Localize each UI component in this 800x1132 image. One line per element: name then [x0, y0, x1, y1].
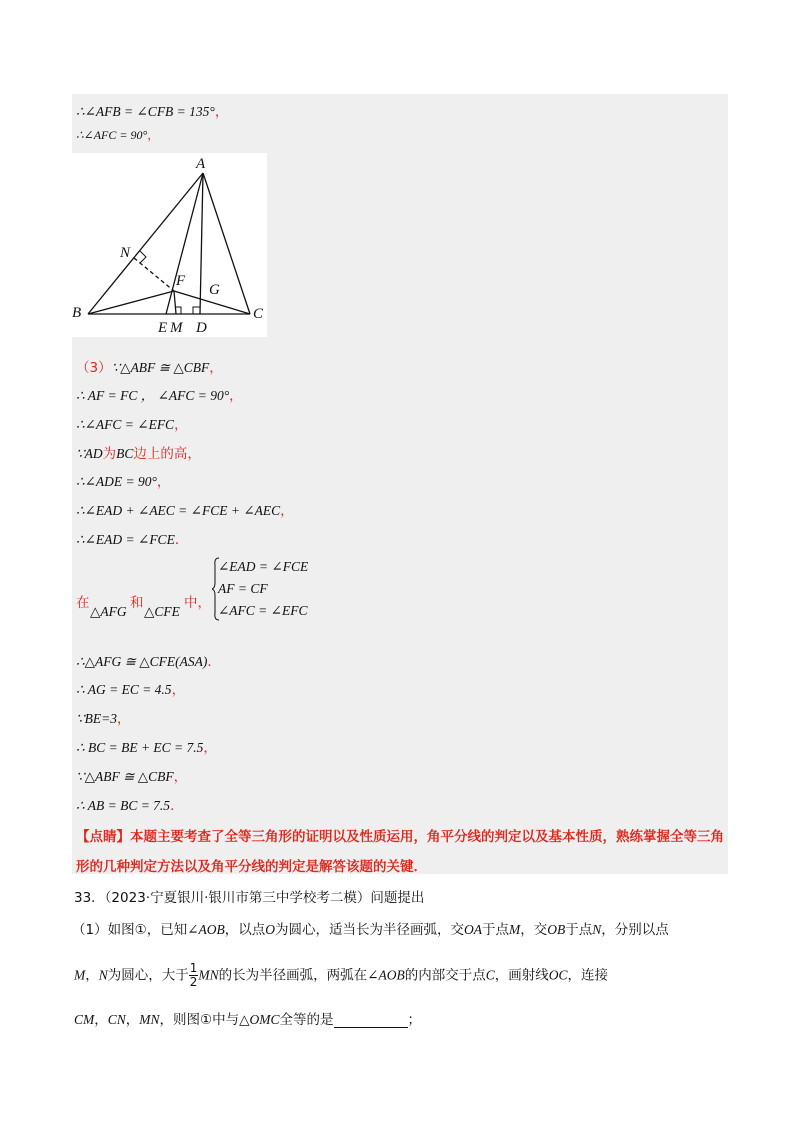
- frac-num: 1: [189, 961, 198, 975]
- text: ，则图①中与: [159, 1012, 240, 1028]
- solution-line: [76, 442, 201, 462]
- fraction: [189, 962, 199, 989]
- line-AD: [200, 173, 203, 314]
- text: 的长为半径画弧，两弧在: [218, 967, 368, 984]
- text: ；: [407, 1012, 422, 1028]
- line-BF: [88, 291, 174, 314]
- line-AE: [166, 173, 203, 314]
- system-tri2: △CFE: [144, 604, 180, 619]
- math-text: ∴ AB = BC = 7.5: [76, 798, 171, 813]
- problem-line: [74, 1008, 421, 1028]
- text: ，: [85, 967, 99, 984]
- problem-line: [74, 962, 608, 989]
- solution-line: [76, 528, 188, 548]
- answer-blank[interactable]: [334, 1013, 408, 1028]
- math-text: ∠AOB: [187, 922, 225, 937]
- solution-line: [76, 794, 184, 814]
- text: 为圆心，适当长为半径画弧，交: [275, 922, 465, 938]
- math-text: ∴∠EAD = ∠FCE: [76, 532, 175, 547]
- math-text: ∠AOB: [367, 967, 405, 983]
- label-N: N: [120, 245, 131, 261]
- math-text: ∴ AF = FC ， ∠AFC = 90°: [76, 388, 230, 403]
- math-text: O: [265, 922, 276, 937]
- label-E: E: [158, 320, 168, 336]
- label-M: M: [170, 320, 183, 336]
- text: ，分别以点: [601, 922, 669, 938]
- punct: ，: [156, 474, 171, 490]
- system-equations: [218, 559, 308, 625]
- math-text: ∴ AG = EC = 4.5: [76, 682, 172, 697]
- math-text: ∴∠AFB = ∠CFB = 135°: [76, 104, 215, 119]
- text: ，画射线: [494, 967, 549, 984]
- punct: ，: [229, 388, 243, 404]
- math-text: M: [509, 922, 521, 937]
- text: ，交: [520, 922, 548, 938]
- text: 于点: [482, 922, 510, 938]
- punct: ，: [280, 503, 294, 519]
- math-text: ∴∠AFC = ∠EFC: [76, 417, 175, 432]
- text: （1）如图①，已知: [72, 922, 188, 938]
- text: 于点: [565, 922, 593, 938]
- text: ，: [94, 1012, 108, 1028]
- math-text: OC: [548, 967, 568, 983]
- solution-line: [76, 678, 185, 698]
- punct: ，: [116, 711, 131, 727]
- problem-line: [72, 918, 669, 938]
- math-text: CM: [74, 1012, 95, 1027]
- math-text: ∴∠AFC = 90°: [76, 128, 148, 142]
- math-text: ∴△AFG ≅ △CFE(ASA): [76, 654, 208, 669]
- label-A: A: [196, 156, 206, 172]
- punct: ．: [174, 532, 189, 548]
- math-text: MN: [198, 967, 219, 983]
- problem-header: 33．（2023·宁夏银川·银川市第三中学校考二模）问题提出: [74, 890, 425, 906]
- system-eq: AF = CF: [218, 581, 268, 596]
- label-D: D: [196, 320, 207, 336]
- solution-line: [76, 413, 188, 433]
- math-text: ∵BE=3: [76, 711, 117, 726]
- math-text: MN: [139, 1012, 160, 1027]
- solution-line: [76, 470, 170, 490]
- solution-line: [76, 100, 228, 120]
- math-text: ∴∠EAD + ∠AEC = ∠FCE + ∠AEC: [76, 503, 281, 518]
- solution-line: [76, 736, 217, 756]
- frac-den: 2: [189, 975, 198, 989]
- solution-line: [76, 126, 159, 143]
- math-text: ∴∠ADE = 90°: [76, 474, 157, 489]
- right-angle-N: [140, 251, 146, 263]
- solution-line: [76, 356, 223, 376]
- math-text: OB: [547, 922, 566, 937]
- solution-line: [76, 650, 221, 670]
- math-text: N: [98, 967, 108, 983]
- punct: ，: [173, 769, 188, 785]
- punct: ．: [170, 798, 184, 814]
- system-tri1: △AFG: [90, 604, 127, 619]
- solution-line: [76, 384, 243, 404]
- text: 全等的是: [279, 1012, 334, 1028]
- math-text: N: [592, 922, 602, 937]
- text: ，以点: [224, 922, 266, 938]
- math-text: BC: [116, 446, 134, 461]
- math-text: ∵△ABF ≅ △CBF: [76, 769, 174, 784]
- math-text: ∴ BC = BE + EC = 7.5: [76, 740, 204, 755]
- system-in: 在: [76, 595, 90, 611]
- punct: ，: [203, 740, 217, 756]
- text: 的内部交于点: [404, 967, 486, 984]
- system-and: 和: [130, 595, 144, 611]
- punct: ，: [171, 682, 186, 698]
- math-text: C: [485, 967, 495, 983]
- solution-line: [76, 707, 130, 727]
- line-AB: [88, 173, 203, 314]
- label-G: G: [209, 282, 220, 298]
- system-eq: ∠AFC = ∠EFC: [218, 603, 308, 618]
- text: ，连接: [567, 967, 608, 984]
- punct: ，: [147, 128, 160, 142]
- math-text: ∵△ABF ≅ △CBF: [111, 360, 210, 375]
- line-FM: [174, 291, 176, 314]
- solution-line: [76, 499, 294, 519]
- math-text: △OMC: [239, 1012, 280, 1027]
- punct: ，: [174, 417, 188, 433]
- math-text: OA: [464, 922, 483, 937]
- math-text: CN: [107, 1012, 126, 1027]
- punct: ．: [207, 654, 221, 670]
- math-text: ∵AD: [76, 446, 103, 461]
- comment-note: 【点睛】本题主要考查了全等三角形的证明以及性质运用，角平分线的判定以及基本性质，熟练掌握全等三角形的几种判定方法以及角平分线的判定是解答该题的关键．: [76, 829, 724, 875]
- geometry-figure: [72, 153, 267, 337]
- system-mid: 中，: [184, 595, 211, 611]
- math-text: M: [74, 967, 86, 983]
- punct: ，: [214, 104, 229, 120]
- system-eq: ∠EAD = ∠FCE: [218, 559, 309, 574]
- triangle-diagram: [72, 153, 267, 337]
- cn-text: 边上的高，: [133, 446, 201, 462]
- part-label: （3）: [76, 360, 112, 376]
- solution-line: [76, 765, 187, 785]
- punct: ，: [209, 360, 223, 376]
- cn-text: 为: [102, 446, 117, 462]
- text: 为圆心，大于: [107, 967, 189, 984]
- text: ，: [125, 1012, 140, 1028]
- label-F: F: [176, 273, 186, 289]
- label-C: C: [253, 306, 264, 322]
- right-angle-D: [193, 307, 200, 314]
- label-B: B: [72, 305, 82, 321]
